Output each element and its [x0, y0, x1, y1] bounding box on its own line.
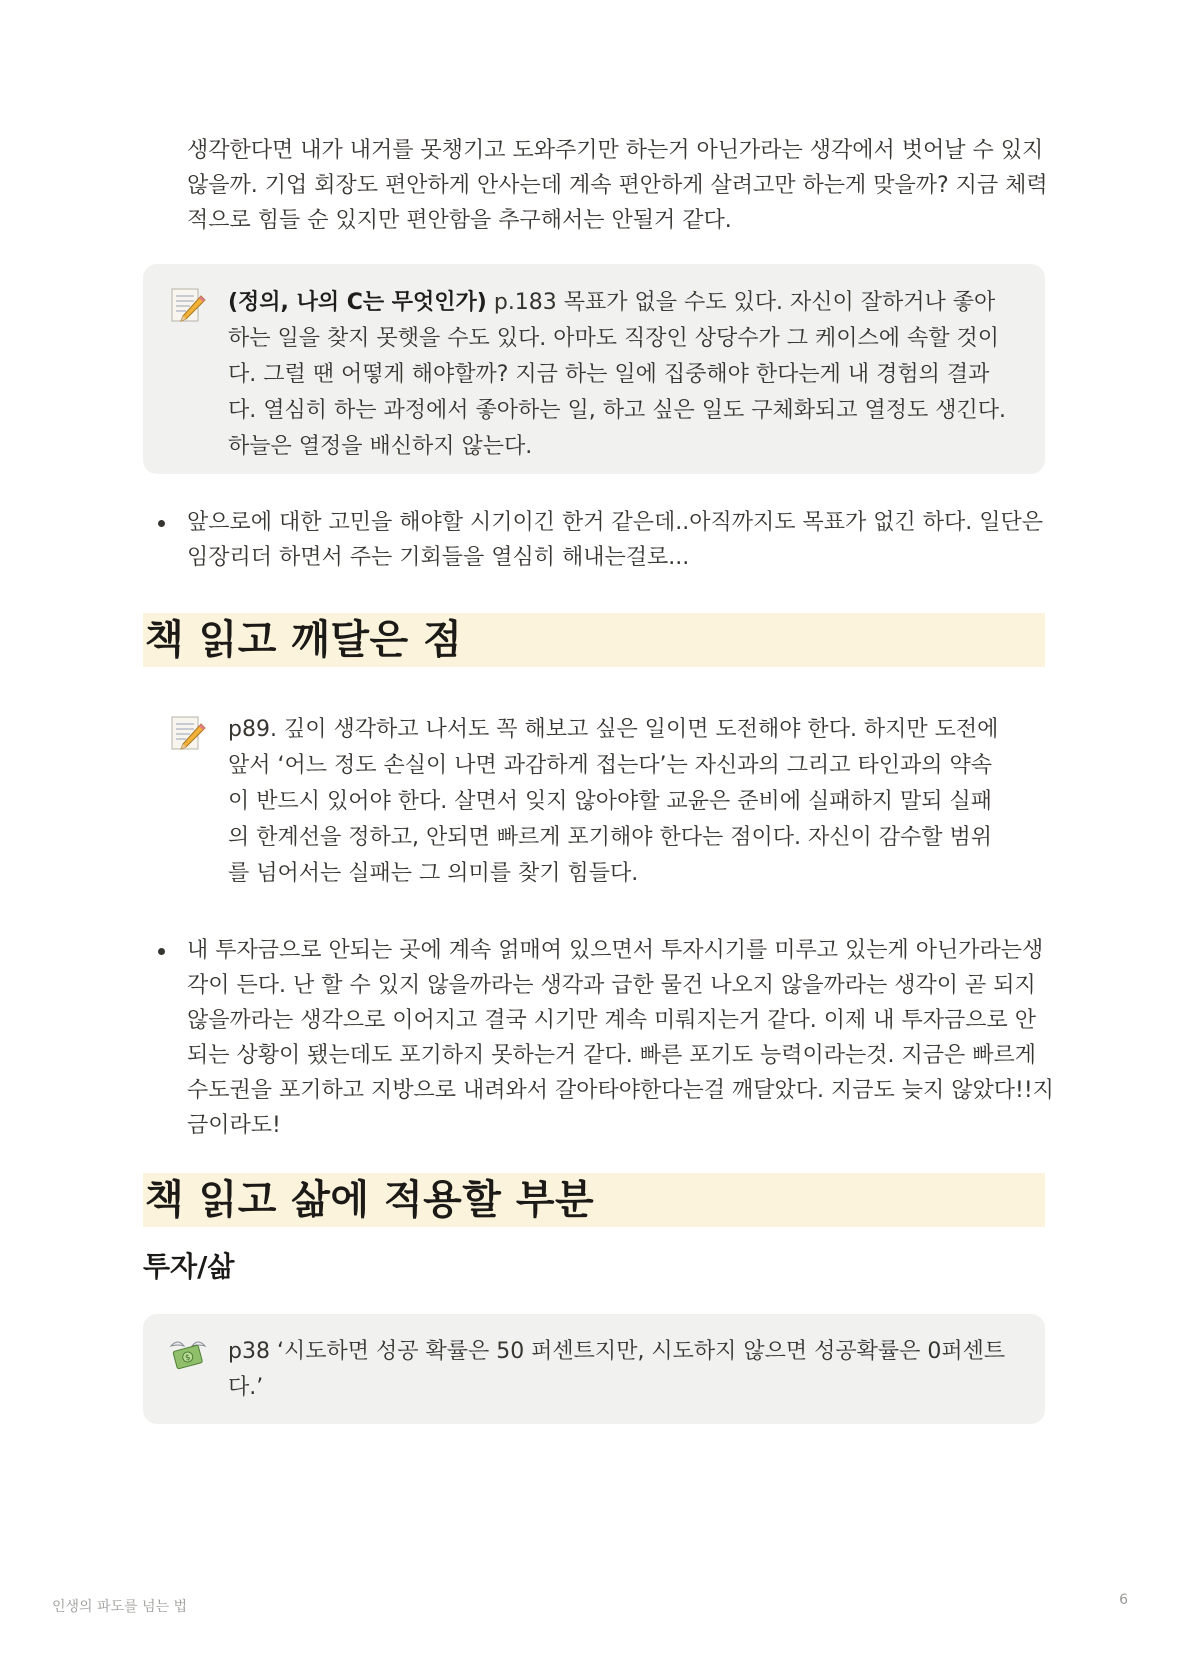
page-number: 6 [1119, 1592, 1128, 1608]
callout-p38 [143, 1314, 1045, 1424]
callout-definition-bold: (정의, 나의 C는 무엇인가) [228, 290, 487, 315]
footer-title: 인생의 파도를 넘는 법 [52, 1599, 188, 1615]
intro-paragraph: 생각한다면 내가 내거를 못챙기고 도와주기만 하는거 아닌가라는 생각에서 벗어날 수 있지 않을까. 기업 회장도 편안하게 안사는데 계속 편안하게 살려고만 하는게 맞을까? 지금 체력적으로 힘들 순 있지만 편안함을 추구해서는 안될거 같다. [187, 138, 1048, 233]
callout-definition [143, 264, 1045, 474]
bullet-text: 내 투자금으로 안되는 곳에 계속 얽매여 있으면서 투자시기를 미루고 있는게 아닌가라는생각이 든다. 난 할 수 있지 않을까라는 생각과 급한 물건 나오지 않을까라는 생각이 곧 되지 않을까라는 생각으로 이어지고 결국 시기만 계속 미뤄지는거 같다. 이제 내 투자금으로 안되는 상황이 됐는데도 포기하지 못하는거 같다. 빠른 포기도 능력이라는것. 지금은 빠르게 수도권을 포기하고 지방으로 내려와서 갈아타야한다는걸 깨달았다. 지금도 늦지 않았다!!지금이라도! [187, 938, 1054, 1138]
bullet-dot [158, 948, 165, 955]
callout-definition-text [228, 285, 1011, 465]
memo-pencil-icon [168, 286, 208, 326]
bullet-dot [158, 520, 165, 527]
callout-p89-text: p89. 깊이 생각하고 나서도 꼭 해보고 싶은 일이면 도전해야 한다. 하지만 도전에 앞서 ‘어느 정도 손실이 나면 과감하게 접는다’는 자신과의 그리고 타인과의 약속이 반드시 있어야 한다. 살면서 잊지 않아야할 교윤은 준비에 실패하지 말되 실패의 한계선을 정하고, 안되면 빠르게 포기해야 한다는 점이다. 자신이 감수할 범위를 넘어서는 실패는 그 의미를 찾기 힘들다. [228, 717, 999, 886]
callout-definition-body: p.183 목표가 없을 수도 있다. 자신이 잘하거나 좋아하는 일을 찾지 못햇을 수도 있다. 아마도 직장인 상당수가 그 케이스에 속할 것이다. 그럴 땐 어떻게 해야할까? 지금 하는 일에 집중해야 한다는게 내 경험의 결과다. 열심히 하는 과정에서 좋아하는 일, 하고 싶은 일도 구체화되고 열정도 생긴다. 하늘은 열정을 배신하지 않는다. [228, 290, 1006, 459]
bullet-text: 앞으로에 대한 고민을 해야할 시기이긴 한거 같은데..아직까지도 목표가 없긴 하다. 일단은 임장리더 하면서 주는 기회들을 열심히 해내는걸로... [187, 510, 1043, 570]
callout-p38-text: p38 ‘시도하면 성공 확률은 50 퍼센트지만, 시도하지 않으면 성공확률은 0퍼센트다.’ [228, 1339, 1006, 1400]
callout-p89 [143, 700, 1045, 885]
money-with-wings-icon [168, 1334, 208, 1374]
section-heading: 책 읽고 깨달은 점 [143, 613, 1045, 667]
memo-pencil-icon [168, 714, 208, 754]
svg-text:$: $ [184, 1352, 192, 1363]
section-heading: 책 읽고 삶에 적용할 부분 [143, 1173, 1045, 1227]
sub-heading: 투자/삶 [143, 1250, 235, 1283]
